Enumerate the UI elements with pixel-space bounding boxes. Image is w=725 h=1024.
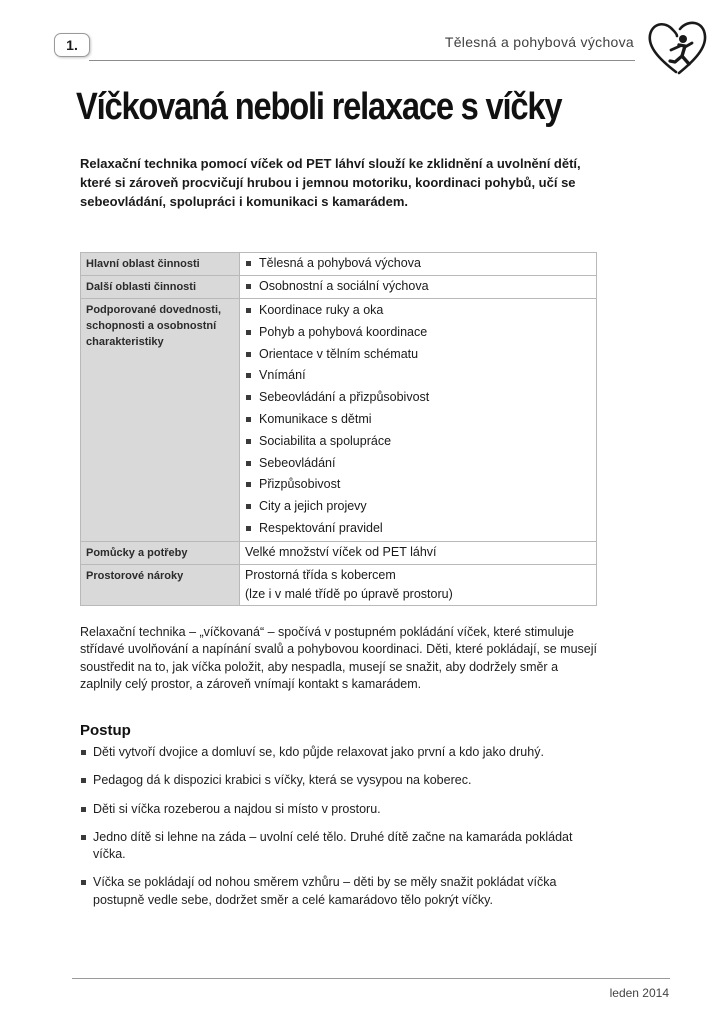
footer-divider — [72, 978, 670, 979]
footer-date: leden 2014 — [609, 986, 669, 1000]
page-title: Víčkovaná neboli relaxace s víčky — [76, 86, 562, 128]
other-area-label: Další oblasti činnosti — [81, 276, 240, 299]
list-item: Orientace v tělním schématu — [245, 344, 591, 366]
list-item: Sebeovládání a přizpůsobivost — [245, 387, 591, 409]
list-item: Sebeovládání — [245, 453, 591, 475]
main-area-value: Tělesná a pohybová výchova — [245, 254, 591, 273]
list-item: Vnímání — [245, 365, 591, 387]
page-number-badge: 1. — [54, 33, 90, 57]
list-item: Komunikace s dětmi — [245, 409, 591, 431]
tools-label: Pomůcky a potřeby — [81, 541, 240, 564]
list-item: Respektování pravidel — [245, 518, 591, 540]
space-value-note: (lze i v malé třídě po úpravě prostoru) — [245, 586, 453, 601]
space-label: Prostorové nároky — [81, 564, 240, 605]
table-row — [81, 299, 597, 542]
other-area-value: Osobnostní a sociální výchova — [245, 277, 591, 296]
procedure-steps — [80, 744, 600, 920]
list-item: Pedagog dá k dispozici krabici s víčky, která se vysypou na koberec. — [80, 772, 600, 789]
header-divider — [89, 60, 635, 61]
list-item: Jedno dítě si lehne na záda – uvolní celé tělo. Druhé dítě začne na kamaráda pokládat víčka. — [80, 829, 600, 864]
table-row — [81, 276, 597, 299]
list-item: Děti vytvoří dvojice a domluví se, kdo půjde relaxovat jako první a kdo jako druhý. — [80, 744, 600, 761]
lead-paragraph: Relaxační technika pomocí víček od PET láhví slouží ke zklidnění a uvolnění dětí, které si zároveň procvičují hrubou i jemnou motoriku, koordinaci pohybů, učí se sebeovládání, spolupráci i komunikaci s kamarádem. — [80, 156, 581, 209]
intro-paragraph: Relaxační technika – „víčkovaná“ – spočívá v postupném pokládání víček, které stimuluje střídavé uvolňování a napínání svalů a pohybovou koordinaci. Děti, které pokládají, se musejí soustředit na to, jak víčka položit, aby nespadla, musejí se snažit, aby dodržely směr a zaplnily celý prostor, a zároveň vnímají kontakt s kamarádem. — [80, 625, 597, 691]
procedure-heading: Postup — [80, 722, 131, 739]
skills-list — [245, 300, 591, 540]
skills-label: Podporované dovednosti, schopnosti a osobnostní charakteristiky — [81, 299, 240, 542]
list-item: Sociabilita a spolupráce — [245, 431, 591, 453]
heart-figure-logo-icon — [645, 16, 709, 78]
list-item: City a jejich projevy — [245, 496, 591, 518]
table-row — [81, 253, 597, 276]
list-item: Děti si víčka rozeberou a najdou si místo v prostoru. — [80, 801, 600, 818]
list-item: Víčka se pokládají od nohou směrem vzhůru – děti by se měly snažit pokládat víčka postupně vedle sebe, dodržet směr a celé kamarádovo tělo pokrýt víčky. — [80, 874, 600, 909]
main-area-label: Hlavní oblast činnosti — [81, 253, 240, 276]
space-value-line: Prostorná třída s kobercem — [245, 567, 396, 582]
list-item: Přizpůsobivost — [245, 474, 591, 496]
list-item: Koordinace ruky a oka — [245, 300, 591, 322]
section-title: Tělesná a pohybová výchova — [444, 34, 634, 50]
activity-info-table — [80, 252, 597, 606]
table-row — [81, 564, 597, 605]
table-row — [81, 541, 597, 564]
tools-value: Velké množství víček od PET láhví — [240, 541, 597, 564]
list-item: Pohyb a pohybová koordinace — [245, 322, 591, 344]
